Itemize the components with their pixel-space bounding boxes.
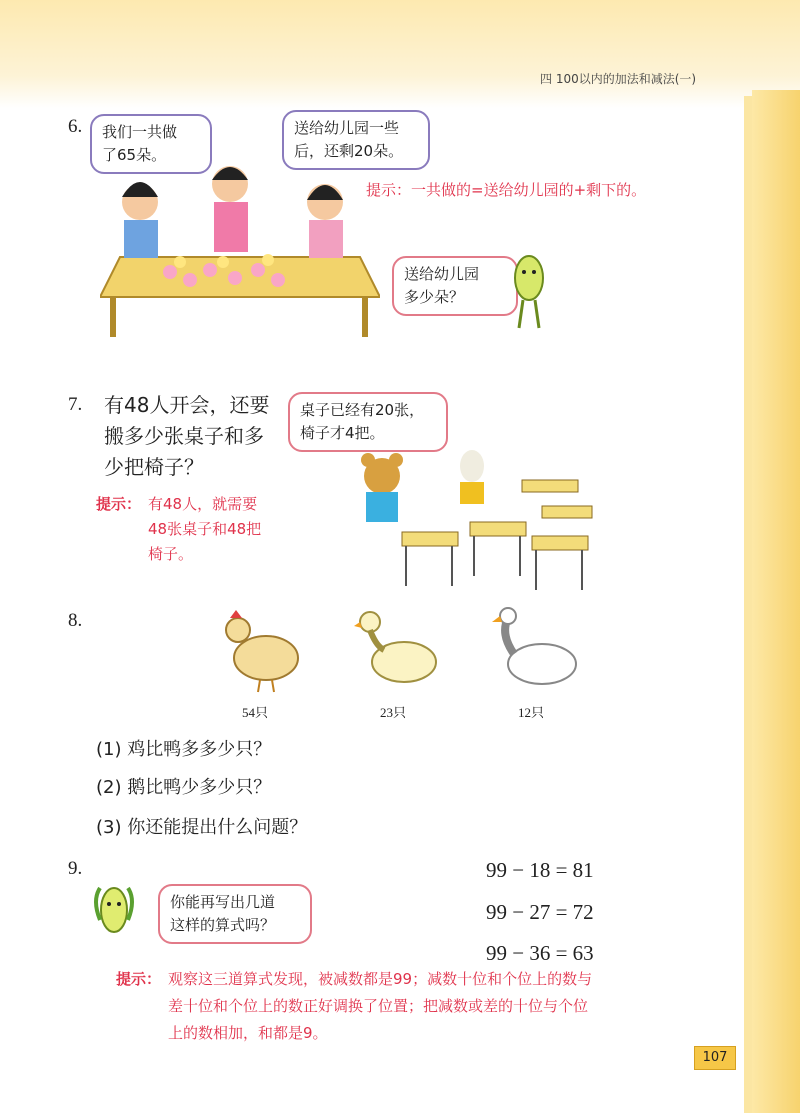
duck-illustration	[354, 606, 444, 694]
goose-illustration	[490, 604, 580, 694]
problem-8-question-3: (3) 你还能提出什么问题？	[96, 817, 308, 838]
corn-mascot-illustration	[505, 248, 555, 332]
bubble-line: 送给幼儿园一些	[294, 119, 400, 137]
bubble-line: 椅子才4把。	[300, 424, 385, 442]
hint-label: 提示：	[96, 495, 142, 513]
problem-7-number: 7.	[68, 394, 83, 415]
book-edge	[752, 90, 800, 1113]
question-line: 搬多少张桌子和多	[104, 424, 264, 448]
bubble-line: 多少朵？	[404, 288, 465, 306]
page-edge	[744, 96, 752, 1113]
problem-6-number: 6.	[68, 116, 83, 137]
bubble-line: 你能再写出几道	[170, 893, 276, 911]
hint-line: 椅子。	[148, 545, 194, 563]
problem-9-number: 9.	[68, 858, 83, 879]
chicken-count: 54只	[242, 705, 269, 720]
problem-8-question-2: (2) 鹅比鸭少多少只？	[96, 777, 272, 798]
hint-line: 有48人，就需要	[148, 495, 258, 513]
top-band	[0, 0, 800, 108]
question-line: 少把椅子？	[104, 455, 204, 479]
hint-line: 差十位和个位上的数正好调换了位置；把减数或差的十位与个位	[168, 997, 589, 1015]
bubble-line: 后，还剩20朵。	[294, 142, 404, 160]
speech-bubble-bear	[288, 392, 448, 452]
equation-1: 99 − 18 = 81	[486, 858, 594, 882]
question-bubble	[392, 256, 518, 316]
duck-count: 23只	[380, 705, 407, 720]
speech-bubble-corn	[158, 884, 312, 944]
problem-7-question	[104, 390, 269, 483]
bubble-line: 送给幼儿园	[404, 265, 480, 283]
question-line: 有48人开会，还要	[104, 393, 270, 417]
page-number: 107	[694, 1046, 736, 1070]
chicken-illustration	[216, 606, 306, 694]
chapter-header: 四 100以内的加法和减法(一)	[540, 72, 697, 86]
bubble-line: 桌子已经有20张，	[300, 401, 425, 419]
problem-8-number: 8.	[68, 610, 83, 631]
bubble-line: 我们一共做	[102, 123, 178, 141]
hint-line: 上的数相加，和都是9。	[168, 1024, 328, 1042]
hint-line: 48张桌子和48把	[148, 520, 262, 538]
hint-line: 观察这三道算式发现，被减数都是99；减数十位和个位上的数与	[168, 970, 593, 988]
speech-bubble-girl	[282, 110, 430, 170]
children-making-flowers-illustration	[100, 162, 380, 342]
bubble-line: 这样的算式吗？	[170, 916, 276, 934]
hint-label: 提示：	[116, 970, 162, 988]
bubble-line: 了65朵。	[102, 146, 167, 164]
problem-8-question-1: (1) 鸡比鸭多多少只？	[96, 739, 272, 760]
equation-3: 99 − 36 = 63	[486, 941, 594, 965]
corn-mascot-illustration	[92, 880, 138, 946]
goose-count: 12只	[518, 705, 545, 720]
problem-6-hint: 提示：一共做的=送给幼儿园的+剩下的。	[366, 181, 647, 199]
desks-and-chairs-illustration	[352, 446, 602, 596]
equation-2: 99 − 27 = 72	[486, 900, 594, 924]
